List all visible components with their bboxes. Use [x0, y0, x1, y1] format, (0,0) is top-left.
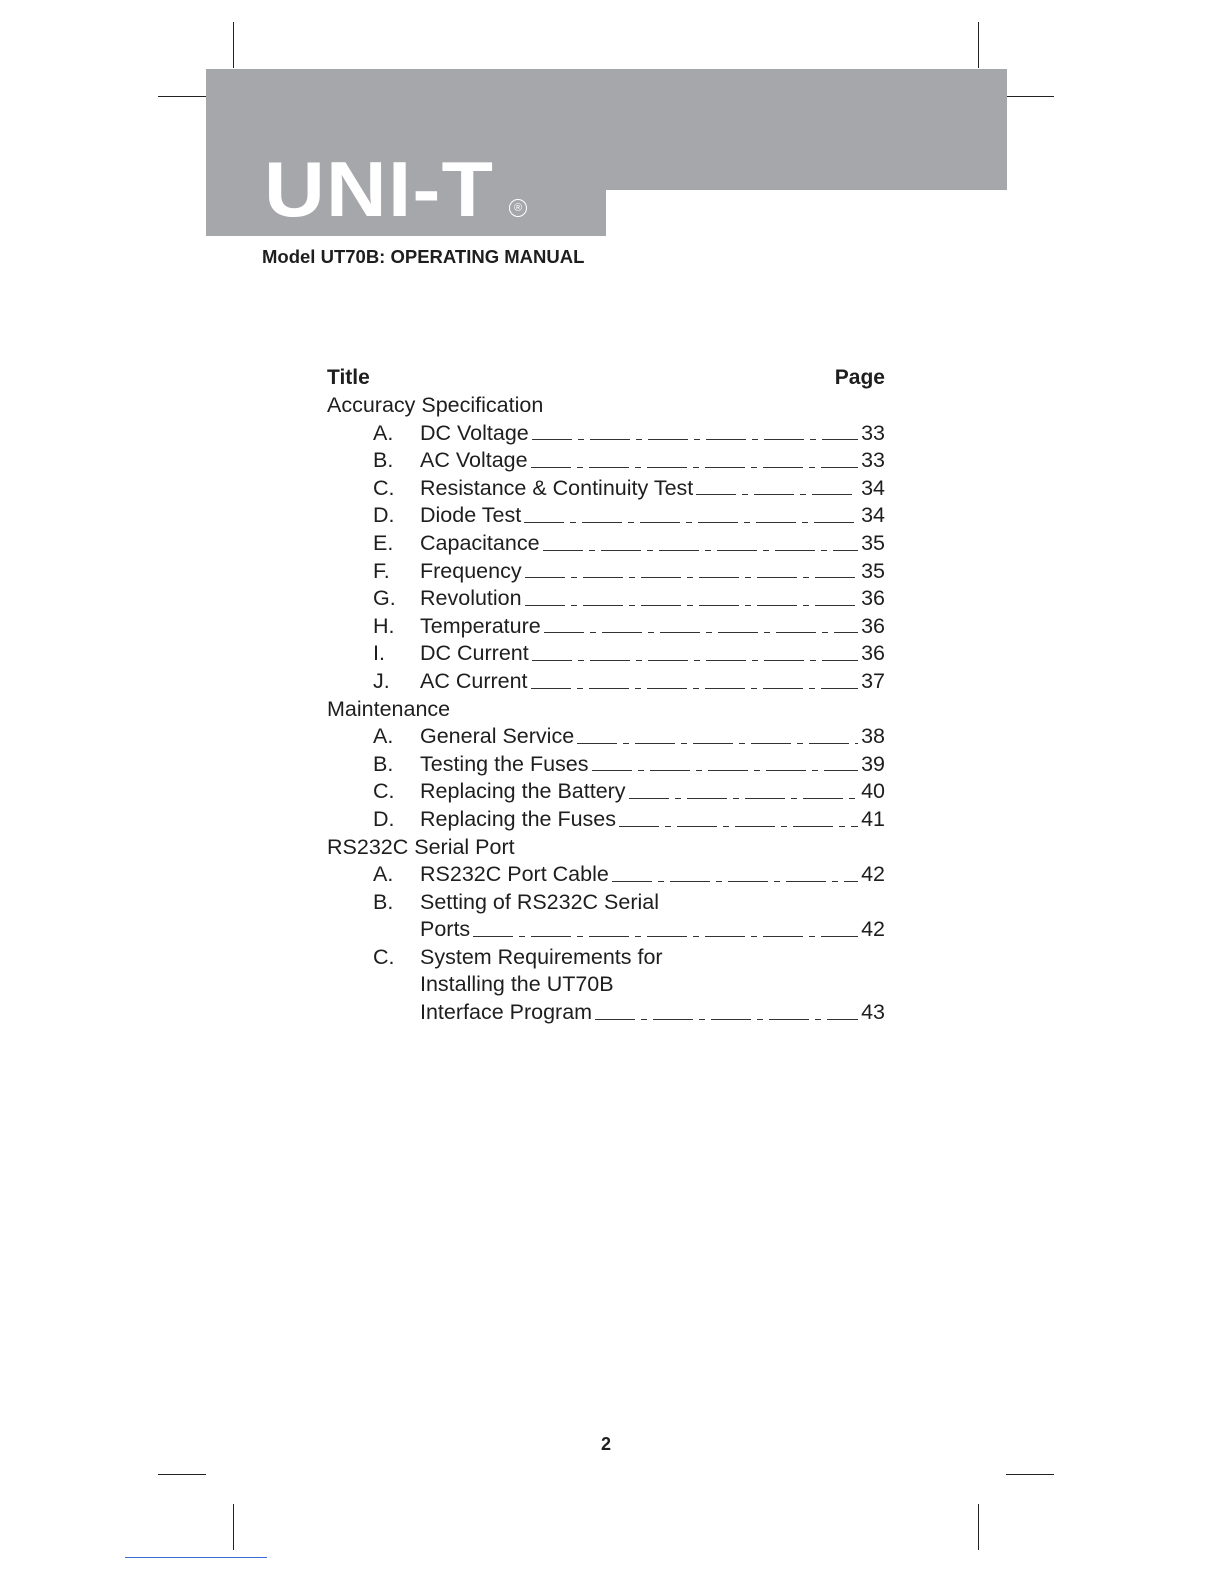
toc-entry-page: 34: [861, 475, 885, 500]
toc-entry-title-continued: Interface Program: [420, 1000, 593, 1025]
toc-leader: [532, 439, 858, 440]
toc-entry[interactable]: [327, 447, 885, 475]
toc-entry-title: General Service: [420, 724, 575, 749]
toc-entry[interactable]: [327, 751, 885, 779]
toc-entry-letter: C.: [373, 475, 395, 500]
toc-entry-page: 36: [861, 613, 885, 638]
toc-section-title[interactable]: Accuracy Specification: [327, 393, 544, 417]
toc-entry-page: 34: [861, 503, 885, 528]
toc-entry-page: 36: [861, 586, 885, 611]
toc-entry-letter: H.: [373, 613, 395, 638]
toc-entry-title: Frequency: [420, 558, 522, 583]
toc-entry-title: DC Current: [420, 641, 529, 666]
crop-mark: [233, 22, 234, 68]
toc-entry-page: 43: [861, 1000, 885, 1025]
toc-entry-title: Setting of RS232C Serial: [420, 889, 660, 914]
toc-page-header: Page: [834, 366, 885, 389]
toc-leader: [592, 770, 859, 771]
toc-entry-title: Temperature: [420, 613, 541, 638]
toc-entry-letter: A.: [373, 724, 394, 749]
toc-entry-letter: E.: [373, 530, 394, 555]
toc-leader: [525, 605, 858, 606]
toc-entry-letter: A.: [373, 862, 394, 887]
toc-entry-page: 37: [861, 668, 885, 693]
toc-entry-title: RS232C Port Cable: [420, 862, 609, 887]
toc-entry-title: Resistance & Continuity Test: [420, 475, 694, 500]
toc-header: [327, 364, 885, 392]
toc-entry-letter: B.: [373, 889, 394, 914]
toc-leader: [531, 688, 859, 689]
toc-entry-letter: B.: [373, 448, 394, 473]
link-underline: [125, 1557, 267, 1558]
toc-leader: [696, 494, 858, 495]
toc-entry-title: DC Voltage: [420, 420, 529, 445]
toc-entry-title: Capacitance: [420, 530, 540, 555]
toc-entry-page: 41: [861, 806, 885, 831]
toc-entry-letter: B.: [373, 751, 394, 776]
toc-entry-continuation[interactable]: [327, 999, 885, 1027]
toc-entry-page: 35: [861, 558, 885, 583]
toc-entry[interactable]: [327, 640, 885, 668]
manual-subtitle: Model UT70B: OPERATING MANUAL: [262, 246, 585, 267]
crop-mark: [1006, 96, 1054, 97]
toc-entry-title: Replacing the Battery: [420, 779, 626, 804]
toc-entry-title: Replacing the Fuses: [420, 806, 616, 831]
toc-entry-page: 42: [861, 862, 885, 887]
toc-entry-page: 33: [861, 420, 885, 445]
toc-entry-letter: F.: [373, 558, 390, 583]
toc-section-title[interactable]: Maintenance: [327, 696, 451, 721]
toc-entry[interactable]: [327, 944, 885, 972]
toc-entry-title: System Requirements for: [420, 944, 663, 969]
toc-entry-title-continued: Installing the UT70B: [420, 972, 614, 997]
toc-entry-title-continued: Ports: [420, 917, 471, 942]
toc-entry[interactable]: [327, 558, 885, 586]
toc-entry[interactable]: [327, 613, 885, 641]
toc-entry-page: 36: [861, 641, 885, 666]
toc-leader: [532, 660, 858, 661]
toc-entry-page: 35: [861, 530, 885, 555]
toc-entry-letter: G.: [373, 586, 396, 611]
toc-entry[interactable]: [327, 778, 885, 806]
crop-mark: [158, 96, 206, 97]
toc-entry-title: Revolution: [420, 586, 522, 611]
toc-entry-continuation[interactable]: [327, 916, 885, 944]
toc-entry[interactable]: [327, 723, 885, 751]
toc-entry-letter: J.: [373, 668, 390, 693]
toc-body: [327, 392, 885, 1027]
toc-entry[interactable]: [327, 530, 885, 558]
toc-entry-letter: A.: [373, 420, 394, 445]
toc-entry[interactable]: [327, 502, 885, 530]
toc-entry[interactable]: [327, 585, 885, 613]
toc-entry-title: AC Voltage: [420, 448, 528, 473]
toc-leader: [473, 936, 858, 937]
toc-leader: [531, 467, 859, 468]
toc-entry-title: Testing the Fuses: [420, 751, 589, 776]
toc-entry-letter: C.: [373, 779, 395, 804]
page-number: 2: [600, 1434, 611, 1454]
toc-leader: [524, 522, 858, 523]
toc-title-header: Title: [327, 366, 370, 389]
toc-entry-letter: D.: [373, 503, 395, 528]
crop-mark: [1006, 1474, 1054, 1475]
toc-entry-letter: I.: [373, 641, 385, 666]
toc-entry[interactable]: [327, 420, 885, 448]
toc-leader: [543, 550, 859, 551]
toc-section-title[interactable]: RS232C Serial Port: [327, 834, 515, 859]
table-of-contents: [327, 364, 885, 1027]
toc-entry[interactable]: [327, 889, 885, 917]
toc-entry-page: 33: [861, 448, 885, 473]
brand-logo: UNI-T: [264, 145, 494, 233]
toc-leader: [544, 632, 858, 633]
toc-entry-page: 38: [861, 724, 885, 749]
crop-mark: [978, 22, 979, 68]
toc-leader: [612, 881, 858, 882]
toc-entry-page: 39: [861, 751, 885, 776]
toc-entry[interactable]: [327, 806, 885, 834]
toc-entry-continuation[interactable]: [327, 971, 885, 999]
toc-entry-title: Diode Test: [420, 503, 522, 528]
toc-entry[interactable]: [327, 475, 885, 503]
crop-mark: [978, 1504, 979, 1550]
toc-leader: [619, 826, 858, 827]
toc-leader: [629, 798, 859, 799]
crop-mark: [233, 1504, 234, 1550]
crop-mark: [158, 1474, 206, 1475]
registered-mark: ®: [509, 199, 527, 217]
toc-leader: [577, 743, 858, 744]
toc-leader: [525, 577, 858, 578]
toc-entry[interactable]: [327, 861, 885, 889]
toc-entry-page: 42: [861, 917, 885, 942]
toc-entry-page: 40: [861, 779, 885, 804]
toc-entry-letter: D.: [373, 806, 395, 831]
toc-entry-letter: C.: [373, 944, 395, 969]
toc-leader: [595, 1019, 858, 1020]
toc-entry-title: AC Current: [420, 668, 528, 693]
toc-entry[interactable]: [327, 668, 885, 696]
